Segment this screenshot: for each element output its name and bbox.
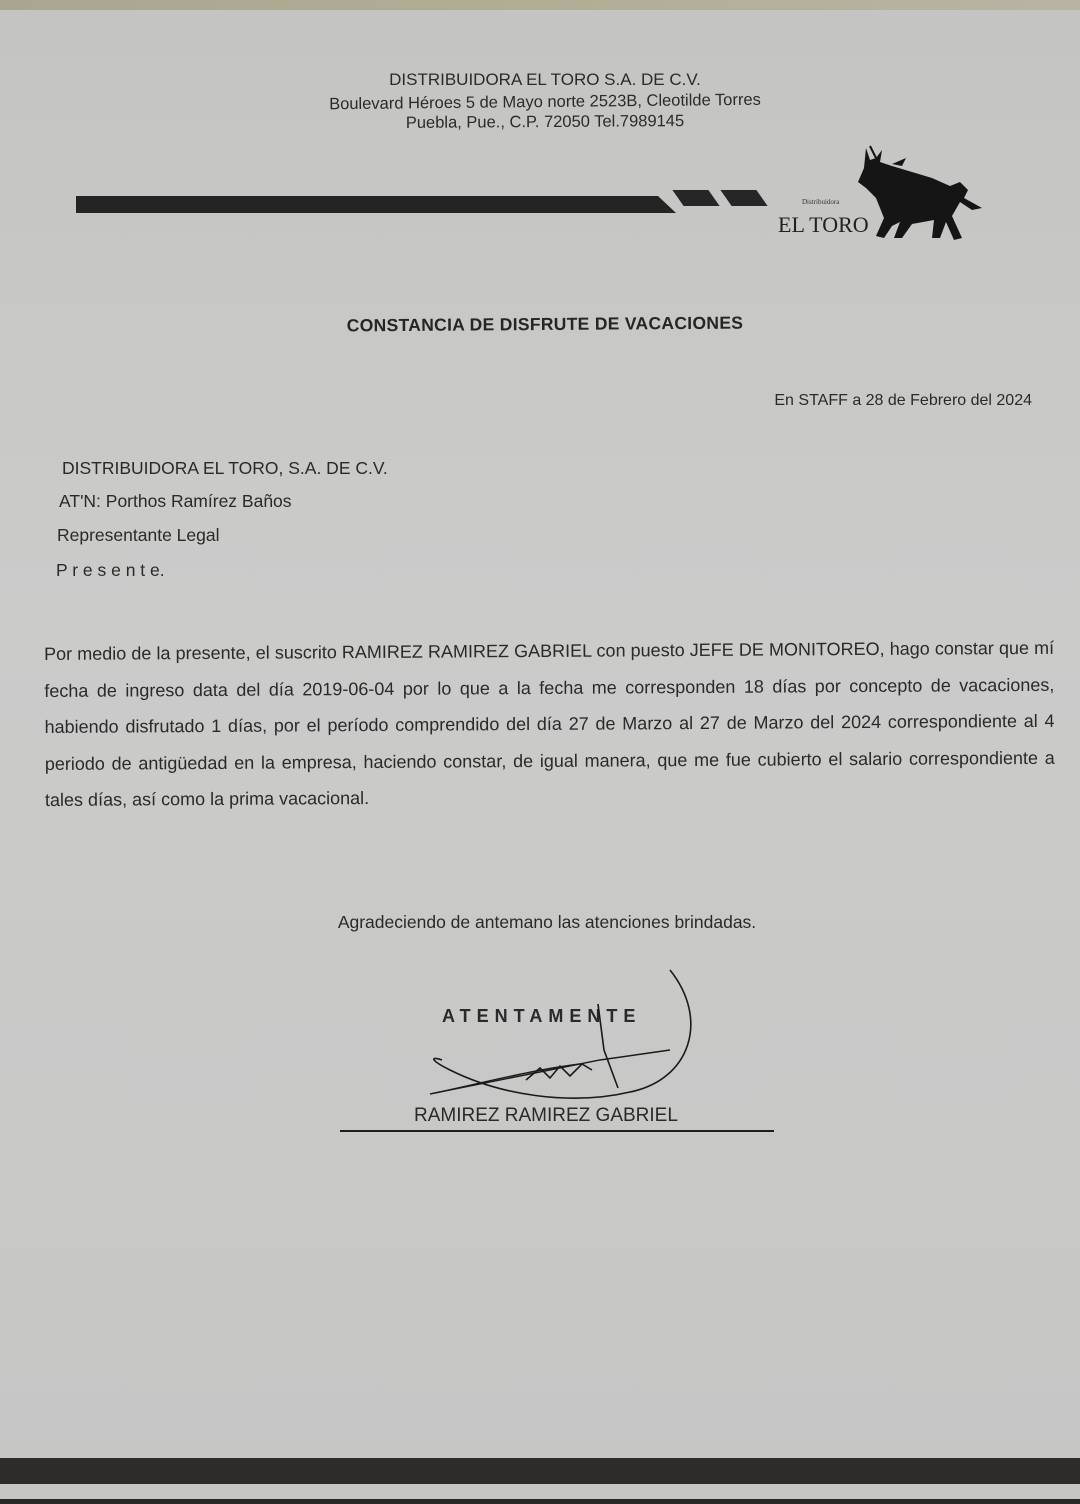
company-logo xyxy=(772,138,992,248)
document-title: CONSTANCIA DE DISFRUTE DE VACACIONES xyxy=(346,312,744,336)
header-rule xyxy=(76,196,676,213)
recipient-presente: P r e s e n t e. xyxy=(56,560,165,580)
logo-subtitle: Distribuidora xyxy=(802,198,840,206)
signer-name: RAMIREZ RAMIREZ GABRIEL xyxy=(414,1105,678,1126)
footer-rule-bottom xyxy=(0,1499,1080,1504)
valediction: ATENTAMENTE xyxy=(442,1006,642,1026)
closing-line: Agradeciendo de antemano las atenciones brindadas. xyxy=(337,912,757,932)
recipient-attention: AT'N: Porthos Ramírez Baños xyxy=(59,491,292,511)
signature-line xyxy=(340,1130,774,1132)
logo-wordmark: EL TORO xyxy=(778,212,869,237)
place-date: En STAFF a 28 de Febrero del 2024 xyxy=(774,392,1032,409)
recipient-company: DISTRIBUIDORA EL TORO, S.A. DE C.V. xyxy=(62,458,388,478)
letterhead-address-line2: Puebla, Pue., C.P. 72050 Tel.7989145 xyxy=(405,112,685,132)
footer-rule xyxy=(0,1458,1080,1484)
recipient-role: Representante Legal xyxy=(57,525,220,545)
letterhead-company: DISTRIBUIDORA EL TORO S.A. DE C.V. xyxy=(389,70,701,89)
letterhead-address-line1: Boulevard Héroes 5 de Mayo norte 2523B, Cleotilde Torres xyxy=(329,90,761,114)
body-paragraph: Por medio de la presente, el suscrito RAMIREZ RAMIREZ GABRIEL con puesto JEFE DE MONITOREO, hago constar que mí fecha de ingreso data del día 2019-06-04 por lo que a la fecha me corresponden 18 días por concepto de vacaciones, habiendo disfrutado 1 días, por el período comprendido del día 27 de Marzo al 27 de Marzo del 2024 correspondiente al 4 periodo de antigüedad en la empresa, haciendo constar, de igual manera, que me fue cubierto el salario correspondiente a tales días, así como la prima vacacional. xyxy=(44,637,1055,810)
